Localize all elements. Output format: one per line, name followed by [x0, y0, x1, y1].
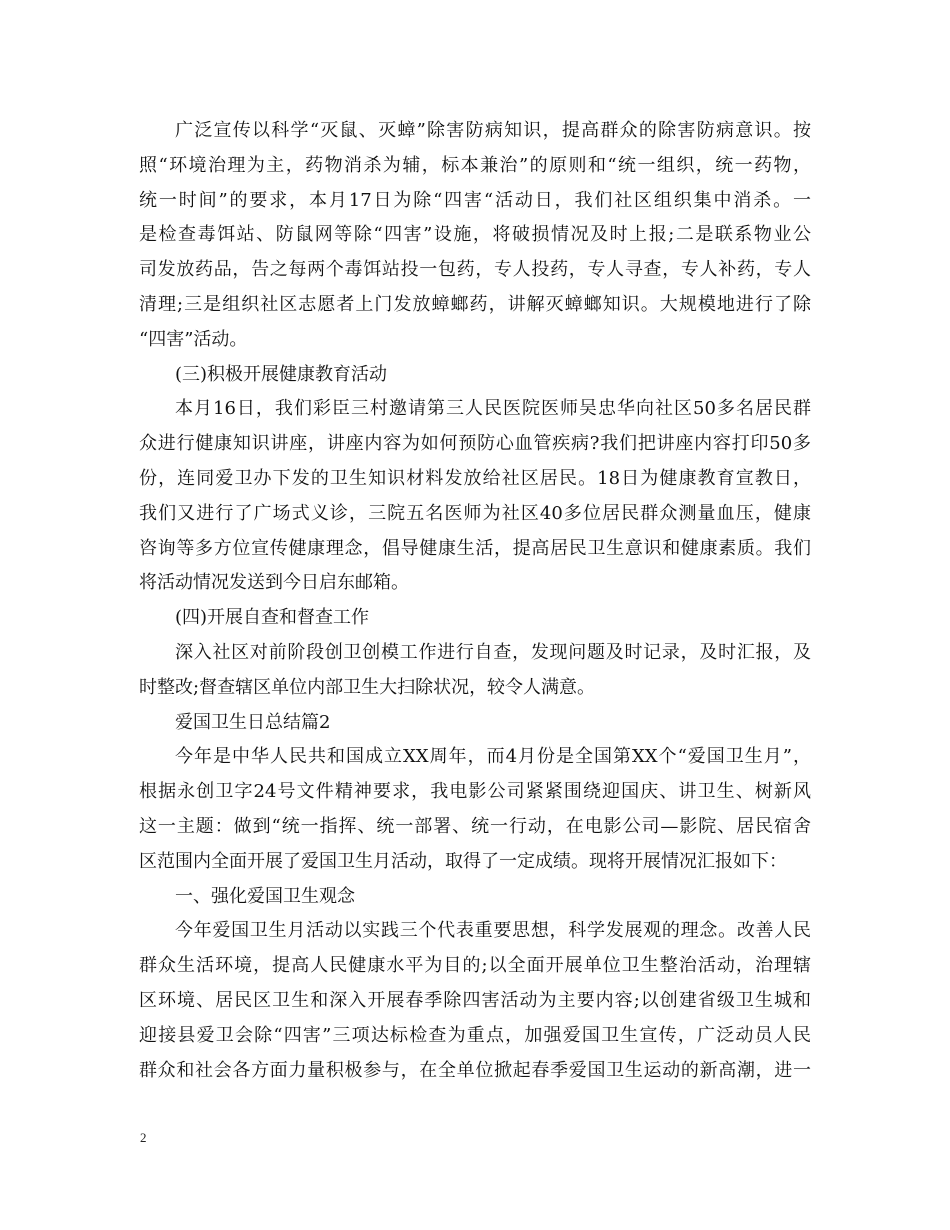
text-line: 统一时间”的要求，本月17日为除“四害“活动日，我们社区组织集中消杀。一: [139, 189, 811, 211]
text-line: 根据永创卫字24号文件精神要求，我电影公司紧紧围绕迎国庆、讲卫生、树新风: [139, 781, 811, 803]
text-line: 清理;三是组织社区志愿者上门发放蟑螂药，讲解灭蟑螂知识。大规模地进行了除: [139, 293, 811, 315]
text-line: “四害”活动。: [139, 328, 248, 350]
body-text: [139, 114, 811, 1088]
text-line: 今年爱国卫生月活动以实践三个代表重要思想，科学发展观的理念。改善人民: [175, 920, 811, 942]
text-line: 是检查毒饵站、防鼠网等除“四害”设施，将破损情况及时上报;二是联系物业公: [139, 224, 811, 246]
text-line: 迎接县爱卫会除“四害”三项达标检查为重点，加强爱国卫生宣传，广泛动员人民: [139, 1024, 811, 1046]
page-number: 2: [140, 1130, 147, 1145]
text-line: 司发放药品，告之每两个毒饵站投一包药，专人投药，专人寻查，专人补药，专人: [139, 259, 811, 281]
text-line: 将活动情况发送到今日启东邮箱。: [139, 572, 409, 594]
text-line: 我们又进行了广场式义诊，三院五名医师为社区40多位居民群众测量血压，健康: [139, 502, 811, 524]
text-line: 区环境、居民区卫生和深入开展春季除四害活动为主要内容;以创建省级卫生城和: [139, 989, 811, 1011]
text-line: 深入社区对前阶段创卫创模工作进行自查，发现问题及时记录，及时汇报，及: [175, 641, 811, 663]
text-line: 一、强化爱国卫生观念: [175, 885, 355, 907]
text-line: 咨询等多方位宣传健康理念，倡导健康生活，提高居民卫生意识和健康素质。我们: [139, 537, 811, 559]
text-line: 照“环境治理为主，药物消杀为辅，标本兼治”的原则和“统一组织，统一药物，: [139, 154, 811, 176]
text-line: 爱国卫生日总结篇2: [175, 711, 331, 733]
text-line: 群众和社会各方面力量积极参与，在全单位掀起春季爱国卫生运动的新高潮，进一: [139, 1059, 811, 1081]
text-line: 本月16日，我们彩臣三村邀请第三人民医院医师吴忠华向社区50多名居民群: [175, 398, 811, 420]
text-line: 广泛宣传以科学“灭鼠、灭蟑”除害防病知识，提高群众的除害防病意识。按: [175, 120, 811, 141]
text-line: 这一主题：做到“统一指挥、统一部署、统一行动，在电影公司—影院、居民宿舍: [139, 815, 811, 837]
text-line: 时整改;督查辖区单位内部卫生大扫除状况，较令人满意。: [139, 676, 596, 698]
text-line: (四)开展自查和督查工作: [175, 607, 370, 629]
text-line: (三)积极开展健康教育活动: [175, 363, 388, 385]
text-line: 今年是中华人民共和国成立XX周年，而4月份是全国第XX个“爱国卫生月”，: [175, 746, 811, 768]
text-line: 群众生活环境，提高人民健康水平为目的;以全面开展单位卫生整治活动，治理辖: [139, 955, 811, 977]
text-line: 区范围内全面开展了爱国卫生月活动，取得了一定成绩。现将开展情况汇报如下：: [139, 850, 787, 872]
text-line: 众进行健康知识讲座，讲座内容为如何预防心血管疾病?我们把讲座内容打印50多: [139, 433, 811, 455]
text-line: 份，连同爱卫办下发的卫生知识材料发放给社区居民。18日为健康教育宣教日，: [139, 467, 811, 489]
